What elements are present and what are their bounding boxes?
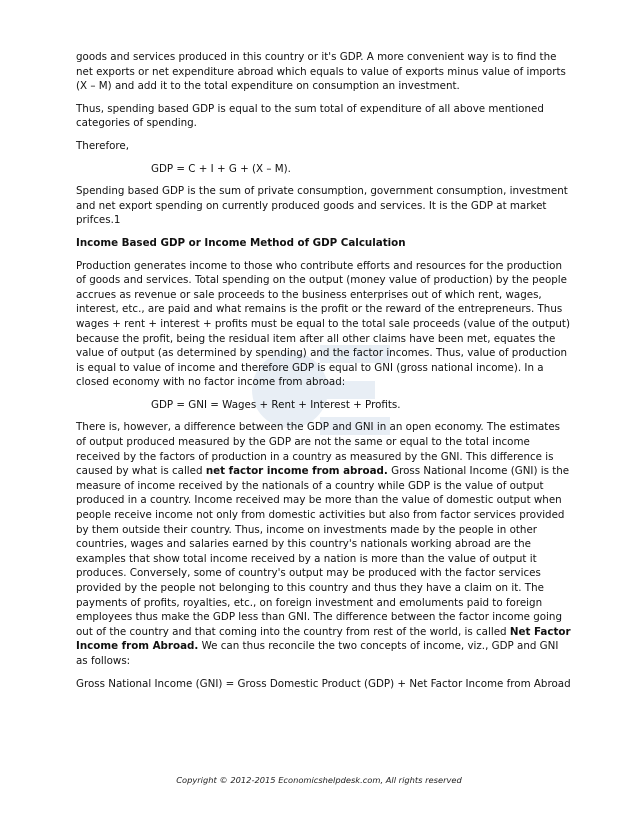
text-run: There is, however, a difference between the GDP and GNI in an open economy. The estimates of output produced measured by the GDP are not the same or equal to the total income received by the factors of production in a country as measured by the GNI. This difference is caused by what is called xyxy=(76,421,561,478)
document-body xyxy=(76,50,572,699)
paragraph-production-income: Production generates income to those who contribute efforts and resources for the production of goods and services. Total spending on the output (money value of production) by the people accrues as revenue or sale proceeds to the business enterprises out of which rent, wages, interest, etc., are paid and what remains is the profit or the reward of the entrepreneurs. Thus wages + rent + interest + profits must be equal to the total sale proceeds (value of the output) because the profit, being the residual item after all other claims have been met, equates the value of output (as determined by spending) and the factor incomes. Thus, value of production is equal to value of income and therefore GDP is equal to GNI (gross national income). In a closed economy with no factor income from abroad: xyxy=(76,259,570,389)
formula-gdp-expenditure: GDP = C + I + G + (X – M). xyxy=(151,162,291,175)
page-footer-copyright: Copyright © 2012-2015 Economicshelpdesk.com, All rights reserved xyxy=(176,775,462,785)
paragraph-spending-total: Thus, spending based GDP is equal to the sum total of expenditure of all above mentioned categories of spending. xyxy=(76,102,544,130)
section-heading-income-method: Income Based GDP or Income Method of GDP Calculation xyxy=(76,236,406,249)
text-run: Gross National Income (GNI) is the measure of income received by the nationals of a country while GDP is the value of output produced in a country. Income received may be more than the value of domestic output when people receive income not only from domestic activities but also from factor services provided by them outside their country. Thus, income on investments made by the people in other countries, wages and salaries earned by this country's nationals working abroad are the examples that show total income received by a nation is more than the value of output it produces. Conversely, some of country's output may be produced with the factor services provided by the people not belonging to this country and thus they have a claim on it. The payments of profits, royalties, etc., on foreign investment and emoluments paid to foreign employees thus make the GDP less than GNI. The difference between the factor income going out of the country and that coming into the country from rest of the world, is called xyxy=(76,465,570,638)
paragraph-net-exports: goods and services produced in this country or it's GDP. A more convenient way is to find the net exports or net expenditure abroad which equals to value of exports minus value of imports (X – M) and add it to the total expenditure on consumption an investment. xyxy=(76,51,566,93)
bold-term-nfia: Net Factor Income from Abroad. xyxy=(76,625,571,653)
formula-gdp-gni: GDP = GNI = Wages + Rent + Interest + Profits. xyxy=(151,398,401,411)
text-run: We can thus reconcile the two concepts of income, viz., GDP and GNI as follows: xyxy=(76,640,559,667)
paragraph-therefore: Therefore, xyxy=(76,139,130,152)
paragraph-open-economy xyxy=(76,420,572,668)
bold-term-net-factor-income: net factor income from abroad. xyxy=(205,465,388,478)
paragraph-spending-definition: Spending based GDP is the sum of private consumption, government consumption, investment and net export spending on currently produced goods and services. It is the GDP at market prifces.1 xyxy=(76,185,568,227)
paragraph-gni-formula: Gross National Income (GNI) = Gross Domestic Product (GDP) + Net Factor Income from Abroad xyxy=(76,677,571,690)
